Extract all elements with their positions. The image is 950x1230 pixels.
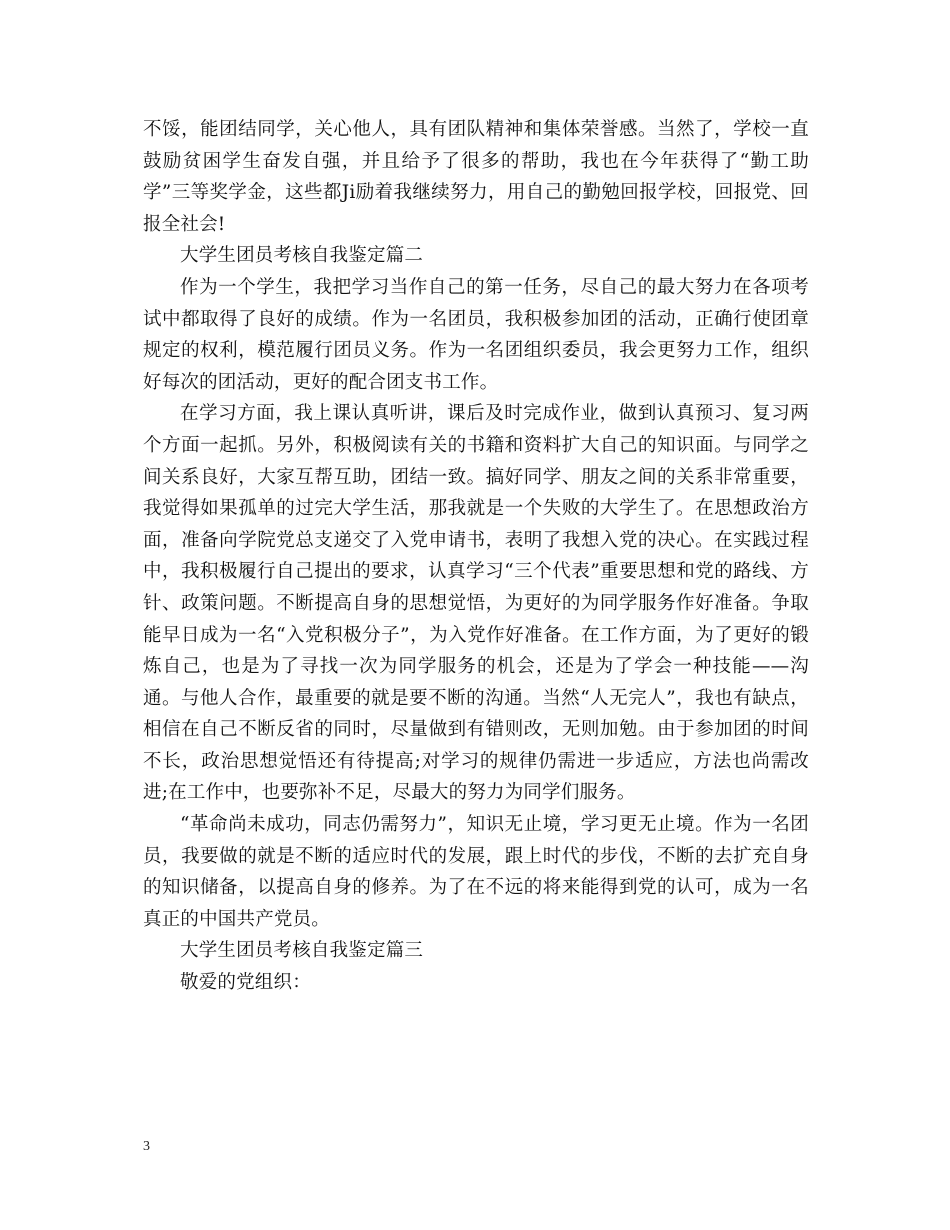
page-number: 3 [143,1139,150,1154]
section-heading-part-three: 大学生团员考核自我鉴定篇三 [180,940,424,962]
paragraph-revolution-quote: “革命尚未成功，同志仍需努力”，知识无止境，学习更无止境。作为一名团员，我要做的就是不断的适应时代的发展，跟上时代的步伐，不断的去扩充自身的知识储备，以提高自身的修养。为了在不远的将来能得到党的认可，成为一名真正的中国共产党员。 [143,814,809,930]
paragraph-continuation: 不馁，能团结同学，关心他人，具有团队精神和集体荣誉感。当然了，学校一直鼓励贫困学生奋发自强，并且给予了很多的帮助，我也在今年获得了“勤工助学”三等奖学金，这些都Ji励着我继续努力，用自己的勤勉回报学校，回报党、回报全社会! [143,119,809,235]
document-body [143,114,809,999]
paragraph-study-and-work: 在学习方面，我上课认真听讲，课后及时完成作业，做到认真预习、复习两个方面一起抓。另外，积极阅读有关的书籍和资料扩大自己的知识面。与同学之间关系良好，大家互帮互助，团结一致。搞好同学、朋友之间的关系非常重要，我觉得如果孤单的过完大学生活，那我就是一个失败的大学生了。在思想政治方面，准备向学院党总支递交了入党申请书，表明了我想入党的决心。在实践过程中，我积极履行自己提出的要求，认真学习“三个代表”重要思想和党的路线、方针、政策问题。不断提高自身的思想觉悟，为更好的为同学服务作好准备。争取能早日成为一名“入党积极分子”，为入党作好准备。在工作方面，为了更好的锻炼自己，也是为了寻找一次为同学服务的机会，还是为了学会一种技能——沟通。与他人合作，最重要的就是要不断的沟通。当然“人无完人”，我也有缺点，相信在自己不断反省的同时，尽量做到有错则改，无则加勉。由于参加团的时间不长，政治思想觉悟还有待提高;对学习的规律仍需进一步适应，方法也尚需改进;在工作中，也要弥补不足，尽最大的努力为同学们服务。 [143,403,809,804]
salutation: 敬爱的党组织： [180,972,311,994]
paragraph-study-duty: 作为一个学生，我把学习当作自己的第一任务，尽自己的最大努力在各项考试中都取得了良好的成绩。作为一名团员，我积极参加团的活动，正确行使团章规定的权利，模范履行团员义务。作为一名团组织委员，我会更努力工作，组织好每次的团活动，更好的配合团支书工作。 [143,276,809,393]
section-heading-part-two: 大学生团员考核自我鉴定篇二 [180,245,424,267]
